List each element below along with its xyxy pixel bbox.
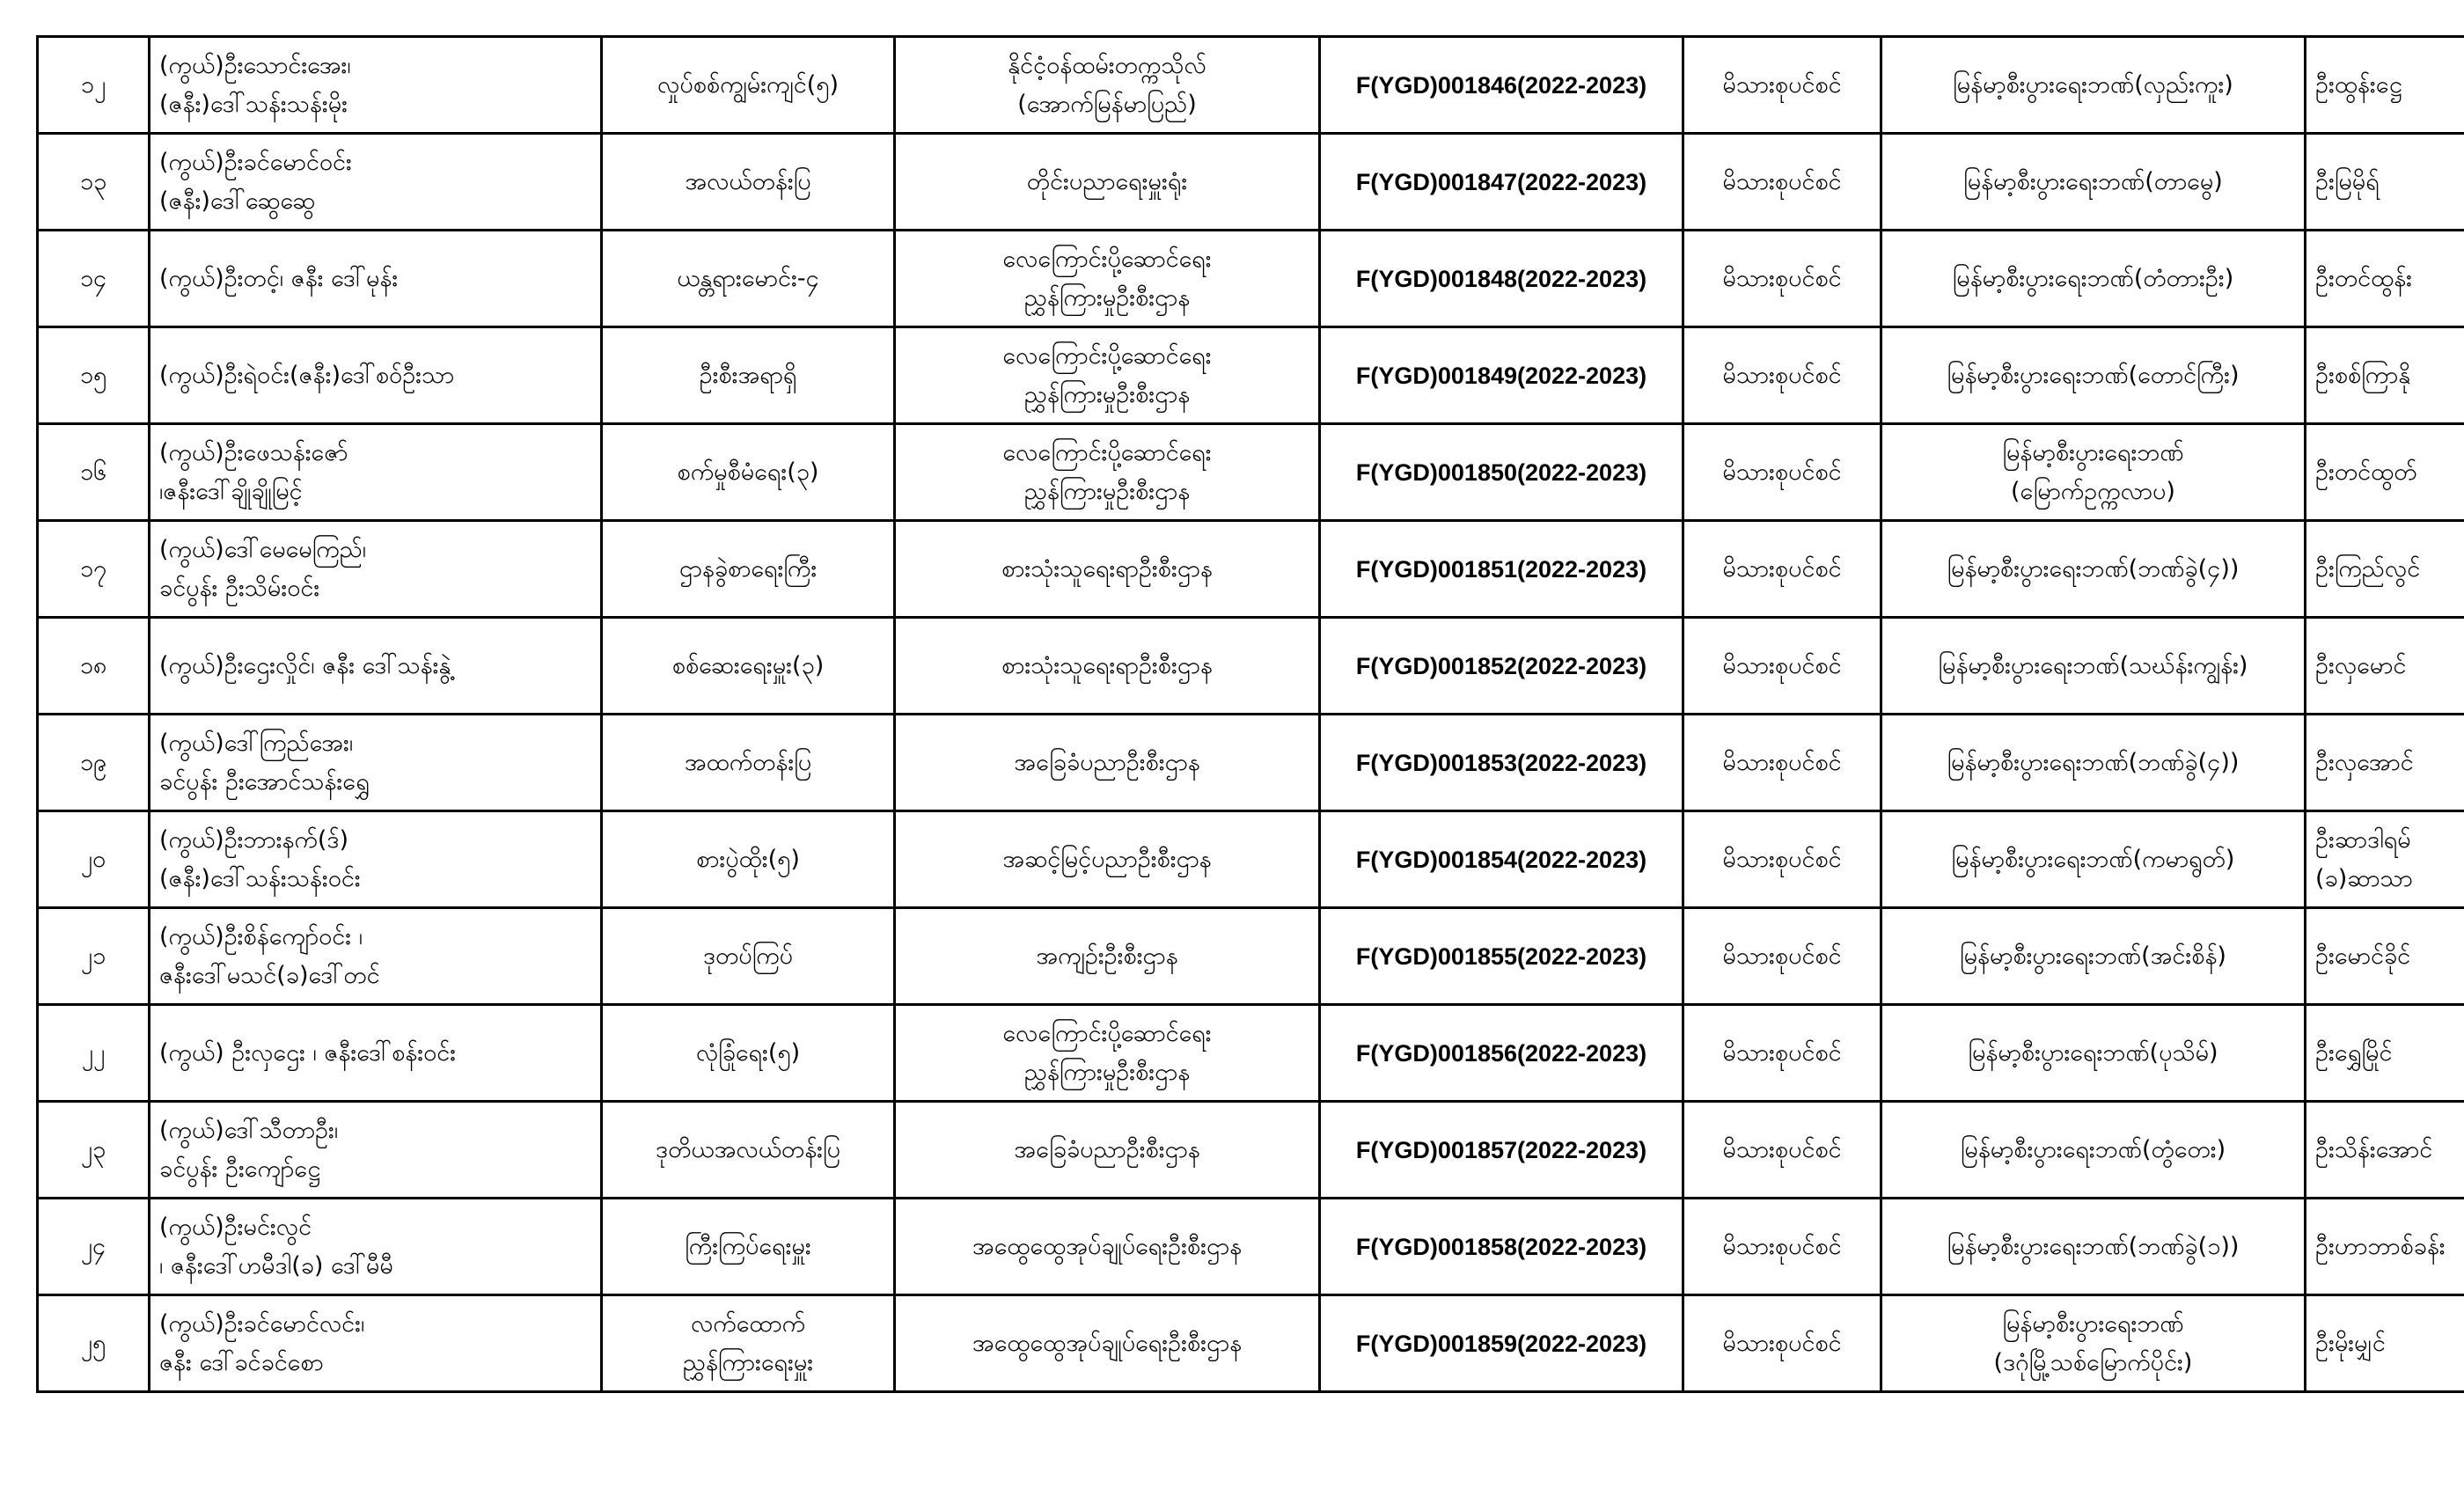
department-line: အဆင့်မြင့်ပညာဦးစီးဌာန: [1002, 845, 1212, 873]
pension-id-cell: [1320, 618, 1683, 715]
pension-type-text: မိသားစုပင်စင်: [1722, 1329, 1842, 1357]
position-line: ဒုတိယအလယ်တန်းပြ: [656, 1135, 840, 1163]
table-row: [38, 134, 2464, 231]
pension-type-cell: [1683, 1005, 1881, 1102]
recipient-cell: [2306, 327, 2464, 424]
pension-id-cell: [1320, 715, 1683, 811]
pensioner-name-line: ဇနီးဒေါ်မသင်(ခ)ဒေါ်တင်: [159, 961, 380, 989]
pensioner-name-line: ခင်ပွန်း ဦးအောင်သန်းရွှေ: [159, 767, 370, 796]
position-cell: [602, 37, 895, 134]
pension-id-text: F(YGD)001846(2022-2023): [1355, 71, 1647, 99]
pension-type-text: မိသားစုပင်စင်: [1722, 942, 1842, 970]
recipient-line: ဦးတင်ထွတ်: [2315, 458, 2417, 486]
recipient-line: (ခ)ဆာသာ: [2315, 864, 2413, 892]
pension-id-cell: [1320, 231, 1683, 327]
bank-branch-line: မြန်မာ့စီးပွားရေးဘဏ်: [2002, 1309, 2184, 1338]
position-line: စားပွဲထိုး(၅): [696, 845, 800, 873]
bank-branch-cell: [1881, 715, 2306, 811]
pension-id-text: F(YGD)001851(2022-2023): [1355, 555, 1647, 583]
pension-type-cell: [1683, 811, 1881, 908]
recipient-line: ဦးမြမိုရ်: [2315, 167, 2380, 195]
table-row: [38, 1005, 2464, 1102]
pension-type-cell: [1683, 1199, 1881, 1295]
row-number-text: ၁၄: [79, 264, 107, 292]
department-line: ညွှန်ကြားမှုဦးစီးဌာန: [1023, 283, 1191, 312]
bank-branch-line: (ဒဂုံမြို့သစ်မြောက်ပိုင်း): [1993, 1348, 2193, 1376]
department-line: (အောက်မြန်မာပြည်): [1017, 90, 1197, 118]
bank-branch-cell: [1881, 521, 2306, 618]
pension-id-text: F(YGD)001852(2022-2023): [1355, 652, 1647, 679]
recipient-cell: [2306, 908, 2464, 1005]
department-line: လေကြောင်းပို့ဆောင်ရေး: [1002, 341, 1212, 370]
bank-branch-line: မြန်မာ့စီးပွားရေးဘဏ်(တာမွေ): [1963, 167, 2223, 195]
table-row: [38, 37, 2464, 134]
row-number-cell: [38, 618, 150, 715]
pensioner-name-line: ၊ ဇနီးဒေါ်ဟမီဒါ(ခ) ဒေါ်မီမီ: [159, 1251, 393, 1280]
pension-id-text: F(YGD)001853(2022-2023): [1355, 749, 1647, 776]
pension-id-cell: [1320, 1295, 1683, 1392]
pension-type-cell: [1683, 37, 1881, 134]
bank-branch-line: မြန်မာ့စီးပွားရေးဘဏ်(ဘဏ်ခွဲ(၄)): [1947, 748, 2240, 776]
row-number-cell: [38, 521, 150, 618]
pensioner-name-line: (ကွယ်)ဒေါ်မေမေကြည်၊: [159, 535, 367, 563]
pension-type-cell: [1683, 1295, 1881, 1392]
bank-branch-line: မြန်မာ့စီးပွားရေးဘဏ်(ဘဏ်ခွဲ(၁)): [1947, 1232, 2240, 1260]
table-row: [38, 811, 2464, 908]
bank-branch-cell: [1881, 37, 2306, 134]
pension-id-cell: [1320, 37, 1683, 134]
row-number-text: ၁၅: [79, 361, 107, 389]
pensioner-name-line: (ကွယ်)ဦးတင့်၊ ဇနီး ဒေါ်မုန်း: [159, 264, 399, 292]
department-cell: [895, 424, 1320, 521]
recipient-cell: [2306, 1102, 2464, 1199]
department-line: အခြေခံပညာဦးစီးဌာန: [1014, 748, 1200, 776]
pension-type-text: မိသားစုပင်စင်: [1722, 748, 1842, 776]
department-cell: [895, 521, 1320, 618]
row-number-text: ၂၁: [80, 942, 106, 970]
bank-branch-line: မြန်မာ့စီးပွားရေးဘဏ်(သဃ်န်းကျွန်း): [1938, 651, 2248, 679]
pension-id-cell: [1320, 424, 1683, 521]
pension-type-text: မိသားစုပင်စင်: [1722, 264, 1842, 292]
bank-branch-cell: [1881, 231, 2306, 327]
bank-branch-cell: [1881, 1005, 2306, 1102]
bank-branch-cell: [1881, 908, 2306, 1005]
recipient-line: ဦးထွန်းဋ္ဌေ: [2315, 70, 2402, 99]
department-line: စားသုံးသူရေးရာဦးစီးဌာန: [1001, 554, 1213, 583]
pensioner-name-line: ၊ဇနီးဒေါ်ချိုချိုမြင့်: [159, 477, 303, 505]
position-line: အလယ်တန်းပြ: [685, 167, 811, 195]
pension-id-text: F(YGD)001850(2022-2023): [1355, 458, 1647, 486]
department-line: လေကြောင်းပို့ဆောင်ရေး: [1002, 1019, 1212, 1047]
pensioner-name-line: (ဇနီး)ဒေါ်သန်းသန်းမိုး: [159, 90, 348, 118]
recipient-cell: [2306, 811, 2464, 908]
department-line: လေကြောင်းပို့ဆောင်ရေး: [1002, 245, 1212, 273]
recipient-cell: [2306, 134, 2464, 231]
pensioner-name-line: (ကွယ်)ဦးဘားနက်(ဒ်): [159, 825, 349, 854]
pensioner-name-cell: [150, 327, 602, 424]
position-line: လက်ထောက်: [690, 1309, 806, 1338]
recipient-line: ဦးမောင်ခိုင်: [2315, 942, 2411, 970]
row-number-cell: [38, 1005, 150, 1102]
row-number-cell: [38, 1295, 150, 1392]
pension-id-text: F(YGD)001857(2022-2023): [1355, 1136, 1647, 1163]
pension-type-text: မိသားစုပင်စင်: [1722, 1232, 1842, 1260]
recipient-line: ဦးကြည်လွင်: [2315, 554, 2421, 583]
pensioner-name-line: (ကွယ်)ဦးဌေးလှိုင်၊ ဇနီး ဒေါ်သန်းနွဲ့: [159, 651, 451, 679]
position-line: ကြီးကြပ်ရေးမှူး: [685, 1232, 811, 1260]
pension-type-text: မိသားစုပင်စင်: [1722, 845, 1842, 873]
table-row: [38, 327, 2464, 424]
pensioner-name-cell: [150, 1102, 602, 1199]
pensioner-name-line: (ကွယ်)ဒေါ်ကြည်အေး၊: [159, 729, 354, 757]
pensioner-name-cell: [150, 521, 602, 618]
recipient-cell: [2306, 715, 2464, 811]
department-line: တိုင်းပညာရေးမှူးရုံး: [1026, 167, 1188, 195]
pension-type-text: မိသားစုပင်စင်: [1722, 361, 1842, 389]
position-cell: [602, 327, 895, 424]
department-cell: [895, 908, 1320, 1005]
recipient-cell: [2306, 37, 2464, 134]
bank-branch-line: မြန်မာ့စီးပွားရေးဘဏ်(လှည်းကူး): [1953, 70, 2233, 99]
row-number-text: ၁၇: [79, 554, 107, 583]
pension-type-cell: [1683, 908, 1881, 1005]
recipient-line: ဦးတင်ထွန်း: [2315, 264, 2413, 292]
recipient-line: ဦးစစ်ကြာနို: [2315, 361, 2411, 389]
pensioner-name-cell: [150, 1005, 602, 1102]
row-number-text: ၁၈: [79, 651, 107, 679]
recipient-line: ဦးရွှေမြိုင်: [2315, 1038, 2393, 1067]
pensioner-name-line: ဇနီး ဒေါ်ခင်ခင်စော: [159, 1348, 324, 1376]
department-cell: [895, 327, 1320, 424]
position-line: ဦးစီးအရာရှိ: [699, 361, 797, 389]
bank-branch-cell: [1881, 1102, 2306, 1199]
bank-branch-line: မြန်မာ့စီးပွားရေးဘဏ်: [2002, 438, 2184, 466]
row-number-cell: [38, 327, 150, 424]
pensioner-name-line: (ဇနီး)ဒေါ်ဆွေဆွေ: [159, 187, 316, 215]
position-cell: [602, 908, 895, 1005]
pension-id-text: F(YGD)001849(2022-2023): [1355, 362, 1647, 389]
row-number-cell: [38, 908, 150, 1005]
pension-id-text: F(YGD)001856(2022-2023): [1355, 1039, 1647, 1067]
position-line: စက်မှုစီမံရေး(၃): [677, 458, 819, 486]
pensioner-name-line: (ကွယ်)ဦးခင်မောင်လင်း၊: [159, 1309, 365, 1338]
pension-id-cell: [1320, 327, 1683, 424]
pensioner-name-cell: [150, 37, 602, 134]
department-line: နိုင်ငံ့ဝန်ထမ်းတက္ကသိုလ်: [1008, 51, 1206, 79]
recipient-cell: [2306, 1295, 2464, 1392]
department-line: ညွှန်ကြားမှုဦးစီးဌာန: [1023, 380, 1191, 408]
pension-id-text: F(YGD)001848(2022-2023): [1355, 265, 1647, 292]
pensioner-name-cell: [150, 134, 602, 231]
department-cell: [895, 231, 1320, 327]
table-row: [38, 1295, 2464, 1392]
pension-type-text: မိသားစုပင်စင်: [1722, 1135, 1842, 1163]
row-number-cell: [38, 231, 150, 327]
position-line: စစ်ဆေးရေးမှူး(၃): [671, 651, 825, 679]
recipient-cell: [2306, 424, 2464, 521]
row-number-cell: [38, 424, 150, 521]
pension-type-text: မိသားစုပင်စင်: [1722, 458, 1842, 486]
pension-id-cell: [1320, 134, 1683, 231]
row-number-text: ၂၃: [80, 1135, 106, 1163]
position-cell: [602, 811, 895, 908]
recipient-cell: [2306, 231, 2464, 327]
row-number-text: ၁၃: [79, 167, 107, 195]
department-line: စားသုံးသူရေးရာဦးစီးဌာန: [1001, 651, 1213, 679]
pension-type-cell: [1683, 424, 1881, 521]
row-number-cell: [38, 811, 150, 908]
table-row: [38, 424, 2464, 521]
recipient-line: ဦးသိန်းအောင်: [2315, 1135, 2433, 1163]
department-cell: [895, 1102, 1320, 1199]
pensioner-name-cell: [150, 1295, 602, 1392]
position-cell: [602, 424, 895, 521]
pensioner-name-line: (ကွယ်)ဦးရဲဝင်း(ဇနီး)ဒေါ်စဝ်ဦးသာ: [159, 361, 455, 389]
row-number-text: ၁၂: [80, 70, 106, 99]
bank-branch-line: မြန်မာ့စီးပွားရေးဘဏ်(ဘဏ်ခွဲ(၄)): [1947, 554, 2240, 583]
row-number-text: ၂၂: [81, 1038, 106, 1067]
table-row: [38, 618, 2464, 715]
pension-type-cell: [1683, 1102, 1881, 1199]
bank-branch-line: မြန်မာ့စီးပွားရေးဘဏ်(ပုသိမ်): [1968, 1038, 2218, 1067]
pension-id-cell: [1320, 1199, 1683, 1295]
position-cell: [602, 618, 895, 715]
recipient-cell: [2306, 521, 2464, 618]
position-line: လုံခြုံရေး(၅): [695, 1038, 801, 1067]
pension-id-cell: [1320, 1102, 1683, 1199]
pensioner-name-line: (ကွယ်)ဦးဖေသန်းဇော်: [159, 438, 348, 466]
pensioner-name-line: (ကွယ်)ဦးခင်မောင်ဝင်း: [159, 148, 352, 176]
position-cell: [602, 1005, 895, 1102]
pensioner-name-cell: [150, 618, 602, 715]
department-cell: [895, 715, 1320, 811]
row-number-cell: [38, 1199, 150, 1295]
recipient-cell: [2306, 1199, 2464, 1295]
pension-type-cell: [1683, 715, 1881, 811]
pension-table: [36, 35, 2464, 1393]
department-cell: [895, 37, 1320, 134]
pensioner-name-cell: [150, 424, 602, 521]
pension-type-text: မိသားစုပင်စင်: [1722, 651, 1842, 679]
recipient-line: ဦးဆာဒါရမ်: [2315, 825, 2411, 854]
department-cell: [895, 134, 1320, 231]
recipient-cell: [2306, 1005, 2464, 1102]
bank-branch-line: မြန်မာ့စီးပွားရေးဘဏ်(အင်းစိန်): [1960, 942, 2226, 970]
bank-branch-line: မြန်မာ့စီးပွားရေးဘဏ်(ကမာရွတ်): [1951, 845, 2235, 873]
bank-branch-cell: [1881, 1199, 2306, 1295]
pensioner-name-cell: [150, 811, 602, 908]
pension-id-text: F(YGD)001854(2022-2023): [1355, 846, 1647, 873]
row-number-text: ၁၉: [79, 748, 107, 776]
recipient-cell: [2306, 618, 2464, 715]
pension-id-cell: [1320, 811, 1683, 908]
pension-type-cell: [1683, 521, 1881, 618]
bank-branch-cell: [1881, 1295, 2306, 1392]
bank-branch-line: မြန်မာ့စီးပွားရေးဘဏ်(တွံတေး): [1960, 1135, 2226, 1163]
department-line: ညွှန်ကြားမှုဦးစီးဌာန: [1023, 1058, 1191, 1086]
pension-type-cell: [1683, 134, 1881, 231]
pension-id-text: F(YGD)001858(2022-2023): [1355, 1233, 1647, 1260]
pensioner-name-cell: [150, 231, 602, 327]
pensioner-name-line: (ကွယ်)ဦးမင်းလွင်: [159, 1213, 312, 1241]
pension-id-cell: [1320, 908, 1683, 1005]
pension-type-text: မိသားစုပင်စင်: [1722, 554, 1842, 583]
position-line: ညွှန်ကြားရေးမှူး: [682, 1348, 814, 1376]
pension-id-cell: [1320, 521, 1683, 618]
row-number-cell: [38, 134, 150, 231]
bank-branch-cell: [1881, 424, 2306, 521]
department-cell: [895, 618, 1320, 715]
pensioner-name-line: (ကွယ်)ဦးသောင်းအေး၊: [159, 51, 351, 79]
bank-branch-line: (မြောက်ဥက္ကလာပ): [2011, 477, 2175, 505]
position-cell: [602, 231, 895, 327]
position-cell: [602, 134, 895, 231]
row-number-text: ၂၅: [80, 1329, 106, 1357]
department-cell: [895, 1199, 1320, 1295]
pensioner-name-line: ခင်ပွန်း ဦးသိမ်းဝင်း: [159, 574, 320, 602]
pensioner-name-cell: [150, 715, 602, 811]
pensioner-name-line: (ကွယ်)ဦးစိန်ကျော်ဝင်း ၊: [159, 922, 363, 950]
department-cell: [895, 1295, 1320, 1392]
table-row: [38, 908, 2464, 1005]
recipient-line: ဦးလှမောင်: [2315, 651, 2407, 679]
department-line: အကျဉ်းဦးစီးဌာန: [1036, 942, 1178, 970]
department-line: အခြေခံပညာဦးစီးဌာန: [1014, 1135, 1200, 1163]
pension-type-text: မိသားစုပင်စင်: [1722, 167, 1842, 195]
position-cell: [602, 1295, 895, 1392]
position-cell: [602, 715, 895, 811]
pension-type-cell: [1683, 327, 1881, 424]
row-number-cell: [38, 37, 150, 134]
department-line: အထွေထွေအုပ်ချုပ်ရေးဦးစီးဌာန: [972, 1232, 1243, 1260]
recipient-line: ဦးလှအောင်: [2315, 748, 2414, 776]
table-row: [38, 521, 2464, 618]
department-line: ညွှန်ကြားမှုဦးစီးဌာန: [1023, 477, 1191, 505]
department-cell: [895, 811, 1320, 908]
table-row: [38, 715, 2464, 811]
position-line: အထက်တန်းပြ: [684, 748, 812, 776]
pensioner-name-line: ခင်ပွန်း ဦးကျော်ဋ္ဌေ: [159, 1155, 321, 1183]
bank-branch-line: မြန်မာ့စီးပွားရေးဘဏ်(တံတားဦး): [1952, 264, 2234, 292]
pension-id-text: F(YGD)001859(2022-2023): [1355, 1330, 1647, 1357]
pensioner-name-cell: [150, 908, 602, 1005]
position-line: လှုပ်စစ်ကျွမ်းကျင်(၅): [657, 70, 839, 99]
department-cell: [895, 1005, 1320, 1102]
bank-branch-cell: [1881, 618, 2306, 715]
position-line: ယန္တရားမောင်း-၄: [677, 264, 819, 292]
row-number-cell: [38, 1102, 150, 1199]
bank-branch-cell: [1881, 811, 2306, 908]
table-body: [38, 37, 2464, 1392]
table-row: [38, 1102, 2464, 1199]
pension-id-text: F(YGD)001847(2022-2023): [1355, 168, 1647, 195]
pension-type-text: မိသားစုပင်စင်: [1722, 70, 1842, 99]
bank-branch-line: မြန်မာ့စီးပွားရေးဘဏ်(တောင်ကြီး): [1947, 361, 2240, 389]
pensioner-name-line: (ဇနီး)ဒေါ်သန်းသန်းဝင်း: [159, 864, 361, 892]
bank-branch-cell: [1881, 134, 2306, 231]
position-line: ဌာနခွဲစာရေးကြီး: [678, 554, 818, 583]
recipient-line: ဦးဟာဘာစ်ခန်း: [2315, 1232, 2446, 1260]
recipient-line: ဦးမိုးမျှင်: [2315, 1329, 2386, 1357]
department-line: လေကြောင်းပို့ဆောင်ရေး: [1002, 438, 1212, 466]
pensioner-name-line: (ကွယ်)ဒေါ်သီတာဦး၊: [159, 1116, 339, 1144]
pension-type-text: မိသားစုပင်စင်: [1722, 1038, 1842, 1067]
pension-type-cell: [1683, 231, 1881, 327]
position-cell: [602, 1199, 895, 1295]
pensioner-name-cell: [150, 1199, 602, 1295]
pension-id-cell: [1320, 1005, 1683, 1102]
pensioner-name-line: (ကွယ်) ဦးလှဌေး ၊ ဇနီးဒေါ်စန်းဝင်း: [159, 1038, 457, 1067]
bank-branch-cell: [1881, 327, 2306, 424]
row-number-cell: [38, 715, 150, 811]
row-number-text: ၁၆: [79, 458, 107, 486]
table-row: [38, 231, 2464, 327]
row-number-text: ၂၄: [80, 1232, 106, 1260]
pension-id-text: F(YGD)001855(2022-2023): [1355, 942, 1647, 970]
position-line: ဒုတပ်ကြပ်: [702, 942, 794, 970]
pension-type-cell: [1683, 618, 1881, 715]
position-cell: [602, 521, 895, 618]
table-row: [38, 1199, 2464, 1295]
position-cell: [602, 1102, 895, 1199]
department-line: အထွေထွေအုပ်ချုပ်ရေးဦးစီးဌာန: [972, 1329, 1243, 1357]
row-number-text: ၂၀: [80, 845, 106, 873]
